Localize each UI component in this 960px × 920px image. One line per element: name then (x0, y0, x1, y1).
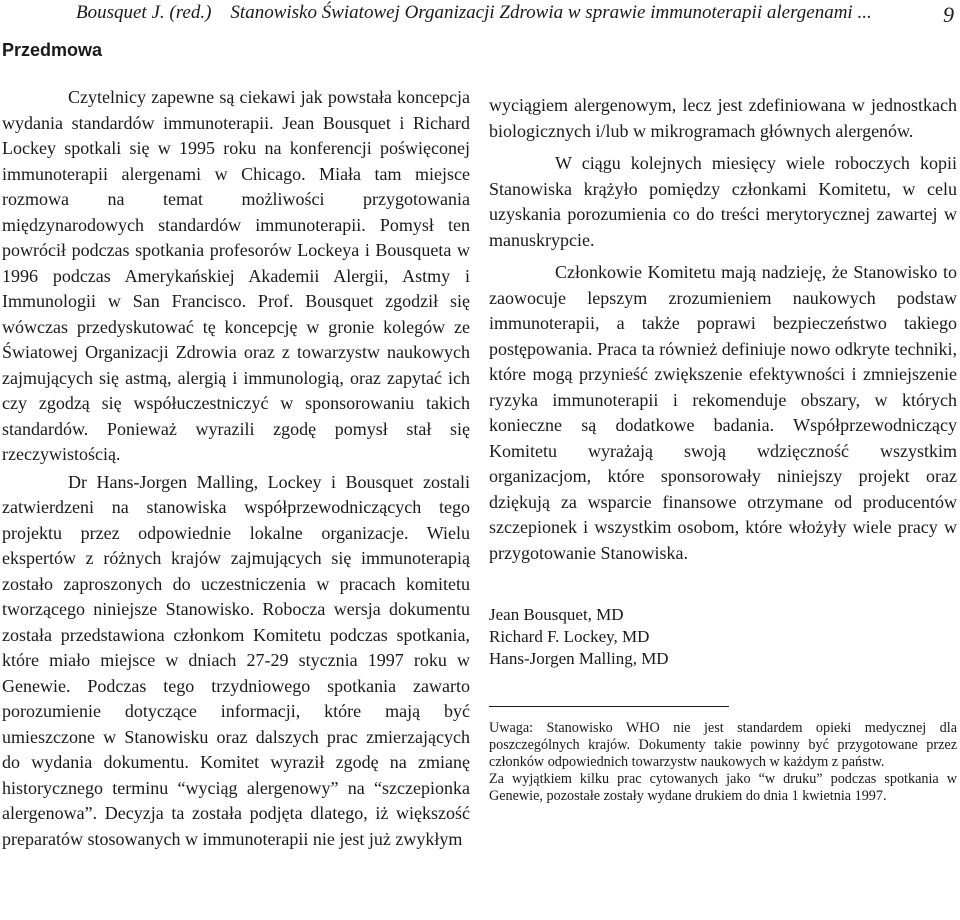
signature-lockey: Richard F. Lockey, MD (489, 627, 650, 646)
page-number: 9 (943, 2, 954, 27)
right-paragraph-1: wyciągiem alergenowym, lecz jest zdefiniowana w jednostkach biologicznych i/lub w mikrogramach głównych alergenów. (489, 95, 957, 141)
section-title: Przedmowa (2, 40, 103, 60)
right-paragraph-2: W ciągu kolejnych miesięcy wiele roboczych kopii Stanowiska krążyło pomiędzy członkami Komitetu, w celu uzyskania porozumienia co do treści merytorycznej zawartej w manuskrypcie. (489, 153, 957, 250)
left-column (2, 85, 470, 852)
signature-bousquet: Jean Bousquet, MD (489, 605, 624, 624)
footnote-1: Uwaga: Stanowisko WHO nie jest standardem opieki medycznej dla poszczególnych krajów. Dokumenty takie powinny być przygotowane przez członków odpowiednich towarzystw naukowych w każdym z państw. (489, 720, 957, 770)
running-header (0, 2, 960, 30)
left-paragraph-1: Czytelnicy zapewne są ciekawi jak powstała koncepcja wydania standardów immunoterapii. Jean Bousquet i Richard Lockey spotkali się w 1995 roku na konferencji poświęconej immunoterapii alergenami w Chicago. Miała tam miejsce rozmowa na temat możliwości przygotowania międzynarodowych standardów immunoterapii. Pomysł ten powrócił podczas spotkania profesorów Lockeya i Bousqueta w 1996 podczas Amerykańskiej Akademii Alergii, Astmy i Immunologii w San Francisco. Prof. Bousquet zgodził się wówczas przedyskutować tę koncepcję w gronie kolegów ze Światowej Organizacji Zdrowia oraz z towarzystw naukowych zajmujących się astmą, alergią i immunologią, oraz zapytać ich czy zgodzą się współuczestniczyć w sponsorowaniu takich standardów. Ponieważ wyrazili zgodę pomysł stał się rzeczywistością. (2, 87, 470, 464)
running-title: Bousquet J. (red.) Stanowisko Światowej Organizacji Zdrowia w sprawie immunoterapii alergenami ... (76, 2, 872, 23)
signatures (489, 604, 957, 670)
right-paragraph-3: Członkowie Komitetu mają nadzieję, że Stanowisko to zaowocuje lepszym zrozumieniem naukowych podstaw immunoterapii, a także poprawi bezpieczeństwo takiego postępowania. Praca ta również definiuje nowo odkryte techniki, które mogą przynieść zwiększenie efektywności i zmniejszenie ryzyka immunoterapii i rekomenduje obszary, w których konieczne są dodatkowe badania. Współprzewodniczący Komitetu wyrażają swoją wdzięczność wszystkim organizacjom, które sponsorowały niniejszy projekt oraz dziękują za wsparcie finansowe otrzymane od producentów szczepionek i wszystkim osobom, które włożyły wiele pracy w przygotowanie Stanowiska. (489, 262, 957, 563)
footnote-divider (489, 706, 729, 707)
signature-malling: Hans-Jorgen Malling, MD (489, 649, 669, 668)
footnote-2: Za wyjątkiem kilku prac cytowanych jako “w druku” podczas spotkania w Genewie, pozostałe zostały wydane drukiem do dnia 1 kwietnia 1997. (489, 771, 957, 804)
footnotes (489, 720, 957, 805)
left-paragraph-2: Dr Hans-Jorgen Malling, Lockey i Bousquet zostali zatwierdzeni na stanowiska współprzewodniczących tego projektu przez odpowiednie lokalne organizacje. Wielu ekspertów z różnych krajów zajmujących się immunoterapią zostało zaproszonych do uczestniczenia w pracach komitetu tworzącego niniejsze Stanowisko. Robocza wersja dokumentu została przedstawiona członkom Komitetu podczas spotkania, które miało miejsce w dniach 27-29 stycznia 1997 roku w Genewie. Podczas tego trzydniowego spotkania zawarto porozumienie dotyczące informacji, które mają być umieszczone w Stanowisku oraz dalszych prac zmierzających do wydania dokumentu. Komitet wyraził zgodę na zmianę historycznego terminu “wyciąg alergenowy” na “szczepionka alergenowa”. Decyzja ta została podjęta dlatego, iż większość preparatów stosowanych w immunoterapii nie jest już zwykłym (2, 471, 470, 849)
right-column (489, 93, 957, 805)
